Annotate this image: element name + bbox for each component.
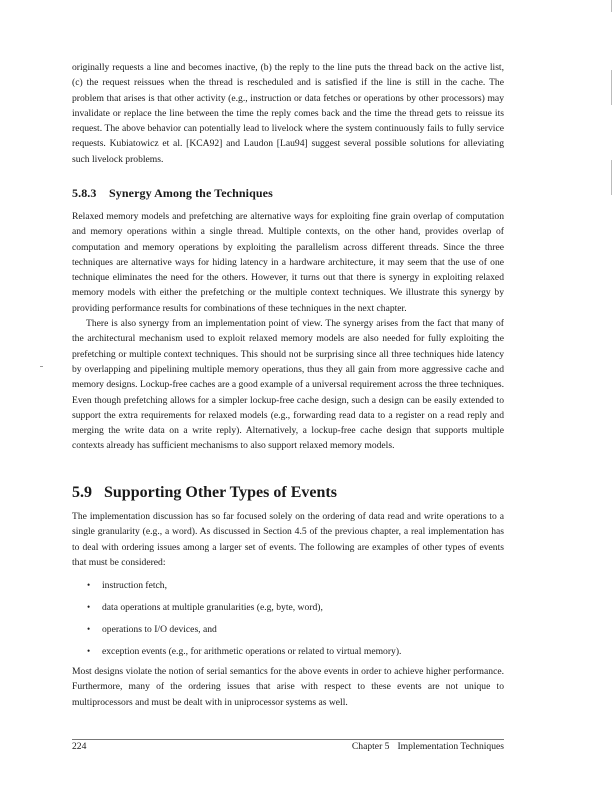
chapter-title: Implementation Techniques — [397, 741, 504, 752]
bullet-icon: • — [87, 602, 91, 613]
section-5-8-3-body — [72, 209, 504, 454]
scan-artifact — [40, 366, 43, 367]
section-title: Supporting Other Types of Events — [104, 484, 337, 501]
subsection-title: Synergy Among the Techniques — [109, 186, 273, 200]
footer-rule — [72, 739, 504, 740]
list-item: • instruction fetch, — [87, 580, 168, 592]
section-number: 5.9 — [72, 484, 92, 501]
intro-block — [72, 60, 504, 167]
synergy-paragraph-1: Relaxed memory models and prefetching are alternative ways for exploiting fine grain overlap of computation and memory operations within a single thread. Multiple contexts, on the other hand, provides overlap of computation and memory operations by exploiting the parallelism across different threads. Since the three techniques are alternative ways for hiding latency in a hardware architecture, it may seem that the use of one technique eliminates the need for the others. However, it turns out that there is synergy in exploiting relaxed memory models with either the prefetching or the multiple context techniques. We illustrate this synergy by providing performance results for combinations of these techniques in the next chapter. — [72, 211, 504, 314]
events-closing-paragraph: Most designs violate the notion of serial semantics for the above events in order to achieve higher performance. Furthermore, many of the ordering issues that arise with respect to these events are not unique to multiprocessors and must be dealt with in uniprocessor systems as well. — [72, 666, 504, 708]
page-number: 224 — [72, 741, 87, 752]
chapter-label: Chapter 5 — [351, 741, 390, 752]
list-item: • operations to I/O devices, and — [87, 624, 217, 636]
intro-paragraph: originally requests a line and becomes inactive, (b) the reply to the line puts the thread back on the active list, (c) the request reissues when the thread is rescheduled and is satisfied if the line is still in the cache. The problem that arises is that other activity (e.g., instruction or data fetches or operations by other processors) may invalidate or replace the line between the time the reply comes back and the time the thread gets to reissue its request. The above behavior can potentially lead to livelock where the system continuously fails to fully service requests. Kubiatowicz et al. [KCA92] and Laudon [Lau94] suggest several possible solutions for alleviating such livelock problems. — [72, 62, 504, 165]
event-types-list — [72, 578, 504, 664]
bullet-icon: • — [87, 646, 91, 657]
subsection-number: 5.8.3 — [72, 186, 97, 200]
list-item: • data operations at multiple granularities (e.g, byte, word), — [87, 602, 323, 614]
section-heading-5-9 — [72, 484, 337, 502]
events-intro-paragraph: The implementation discussion has so far focused solely on the ordering of data read and write operations to a single granularity (e.g., a word). As discussed in Section 4.5 of the previous chapter, a real implementation has to deal with ordering issues among a larger set of events. The following are examples of other types of events that must be considered: — [72, 511, 504, 568]
bullet-icon: • — [87, 624, 91, 635]
list-item: • exception events (e.g., for arithmetic operations or related to virtual memory). — [87, 646, 402, 658]
running-footer — [352, 741, 504, 752]
bullet-icon: • — [87, 580, 91, 591]
subsection-heading-5-8-3 — [72, 186, 273, 201]
synergy-paragraph-2: There is also synergy from an implementation point of view. The synergy arises from the fact that many of the architectural mechanism used to exploit relaxed memory models are also needed for fully exploiting the prefetching or multiple context techniques. This should not be surprising since all three techniques hide latency by overlapping and pipelining multiple memory operations, thus they all gain from more aggressive cache and memory designs. Lockup-free caches are a good example of a universal requirement across the three techniques. Even though prefetching allows for a simpler lockup-free cache design, such a design can be easily extended to support the extra requirements for relaxed models (e.g., forwarding read data to a register on a read reply and merging the write data on a write reply). Alternatively, a lockup-free cache design that supports multiple contexts already has sufficient mechanisms to also support relaxed memory models. — [72, 318, 504, 452]
section-5-9-body — [72, 509, 504, 710]
